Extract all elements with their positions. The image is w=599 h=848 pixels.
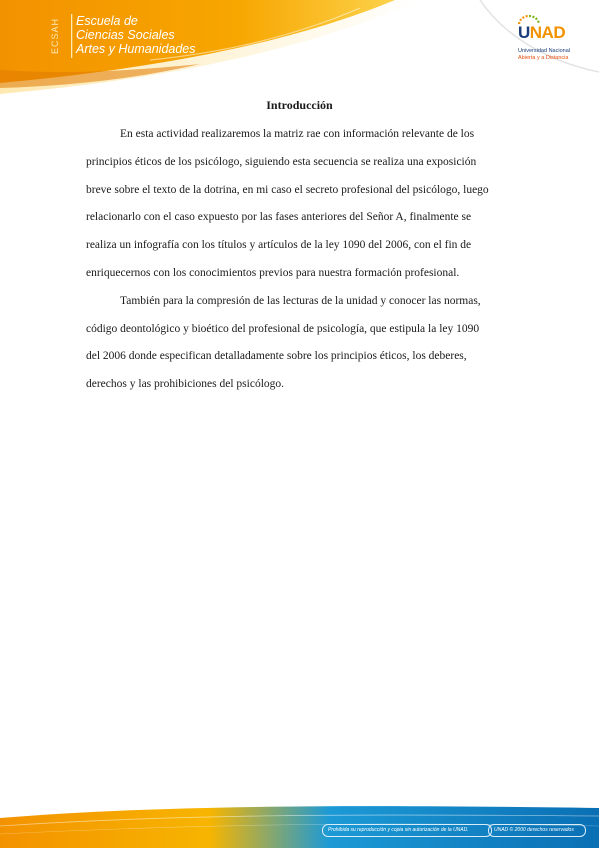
page-header	[0, 0, 599, 100]
paragraph-2	[86, 288, 514, 399]
paragraph-line: realiza un infografía con los títulos y artículos de la ley 1090 del 2006, con el fin de	[86, 239, 472, 252]
paragraph-line: relacionarlo con el caso expuesto por las fases anteriores del Señor A, finalmente se	[86, 211, 472, 224]
ecsah-abbreviation: ECSAH	[50, 18, 60, 55]
unad-wordmark-u: U	[518, 23, 530, 42]
document-body	[86, 121, 514, 399]
paragraph-line: derechos y las prohibiciones del psicólogo.	[86, 378, 285, 391]
paragraph-line: También para la compresión de las lecturas de la unidad y conocer las normas,	[120, 294, 481, 307]
paragraph-line: En esta actividad realizaremos la matriz rae con información relevante de los	[120, 128, 475, 140]
paragraph-line: código deontológico y bioético del profesional de psicología, que estipula la ley 1090	[86, 322, 480, 335]
unad-logo	[515, 14, 585, 66]
paragraph-line: breve sobre el texto de la dotrina, en mi caso el secreto profesional del psicólogo, luego	[86, 183, 489, 196]
paragraph-1	[86, 121, 514, 288]
unad-subtitle-2: Abierta y a Distancia	[518, 55, 569, 61]
school-name-line-1: Escuela de	[76, 14, 138, 28]
unad-wordmark-nad: NAD	[529, 23, 566, 42]
paragraph-line: principios éticos de los psicólogo, siguiendo esta secuencia se realiza una exposición	[86, 155, 477, 168]
unad-wordmark	[518, 23, 565, 43]
school-name-line-3: Artes y Humanidades	[76, 42, 196, 56]
unad-subtitle-1: Universidad Nacional	[518, 48, 570, 54]
page-footer	[0, 800, 599, 848]
paragraph-line: enriquecernos con los conocimientos previos para nuestra formación profesional.	[86, 266, 460, 279]
document-title: Introducción	[266, 98, 333, 112]
paragraph-line: del 2006 donde especifican detalladamente sobre los principios éticos, los deberes,	[86, 350, 467, 363]
school-name	[76, 14, 196, 56]
school-name-line-2: Ciencias Sociales	[76, 28, 175, 42]
footer-copyright-notice: Prohibida su reproducción y copia sin autorización de la UNAD.	[322, 824, 492, 837]
footer-rights-notice: UNAD © 2000 derechos reservados	[488, 824, 586, 837]
